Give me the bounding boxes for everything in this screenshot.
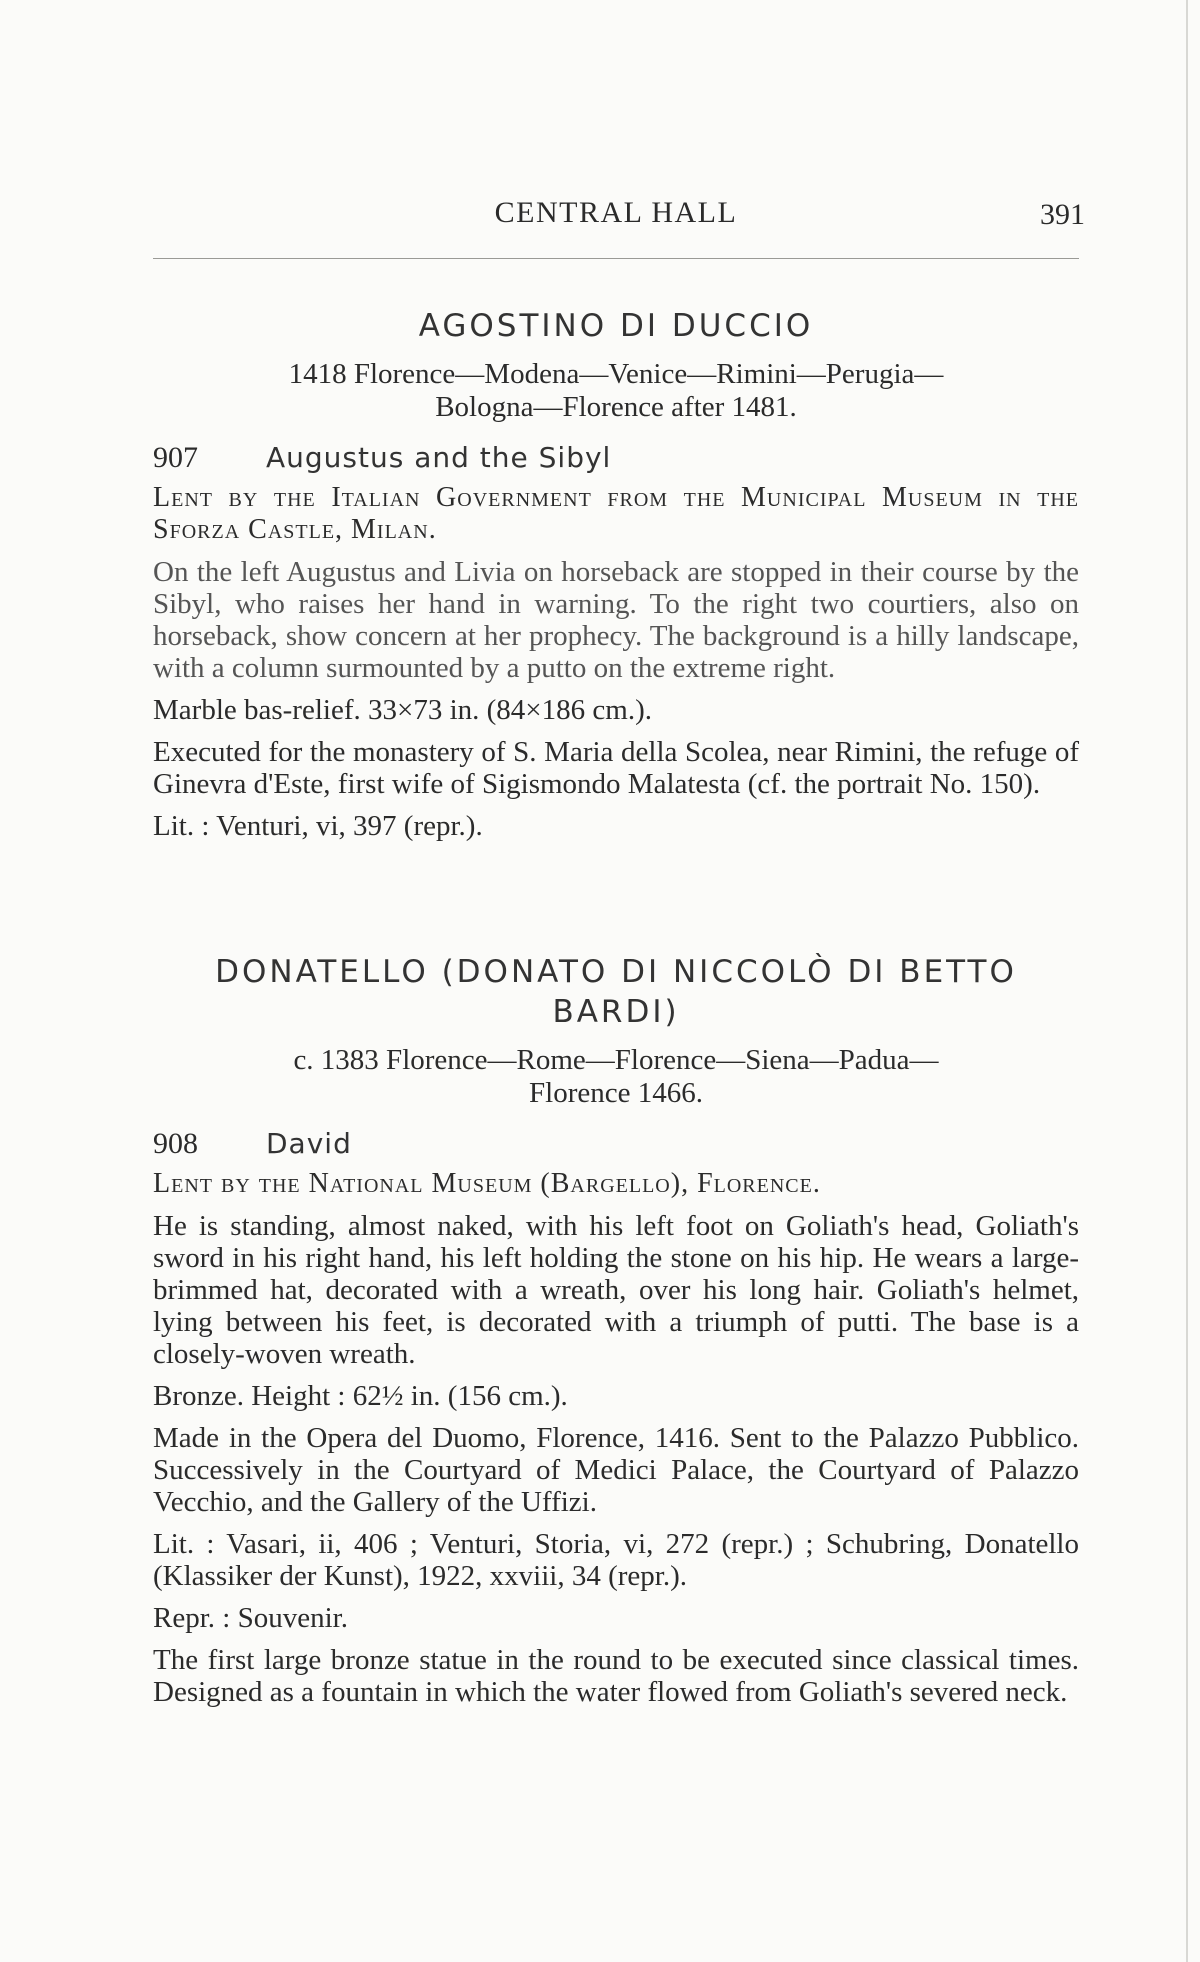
header-rule [153,258,1079,259]
running-head [153,196,1085,236]
dates-line: c. 1383 Florence—Rome—Florence—Siena—Padua— [293,1044,939,1076]
medium-dimensions: Marble bas-relief. 33×73 in. (84×186 cm.). [153,694,652,726]
artist-dates [153,358,1079,424]
artist-name [153,952,1079,1032]
literature: Lit. : Venturi, vi, 397 (repr.). [153,810,483,842]
dates-line: 1418 Florence—Modena—Venice—Rimini—Perugia— [288,358,944,390]
artist-dates [153,1044,1079,1110]
history: Executed for the monastery of S. Maria della Scolea, near Rimini, the refuge of Ginevra d'Este, first wife of Sigismondo Malatesta (cf. the portrait No. 150). [153,736,1079,800]
history: Made in the Opera del Duomo, Florence, 1416. Sent to the Palazzo Pubblico. Successively in the Courtyard of Medici Palace, the Courtyard of Palazzo Vecchio, and the Gallery of the Uffizi. [153,1422,1079,1518]
artist-name: AGOSTINO DI DUCCIO [418,308,814,344]
description: On the left Augustus and Livia on horseback are stopped in their course by the Sibyl, who raises her hand in warning. To the right two courtiers, also on horseback, show concern at her prophecy. The background is a hilly landscape, with a column surmounted by a putto on the extreme right. [153,556,1079,684]
catalogue-number: 907 [153,441,198,474]
catalogue-entry-907 [153,306,1079,842]
work-title: Augustus and the Sibyl [266,441,612,474]
page-edge-shadow [1186,0,1188,1962]
section-title: CENTRAL HALL [494,196,738,229]
medium-dimensions: Bronze. Height : 62½ in. (156 cm.). [153,1380,568,1412]
note: The first large bronze statue in the round to be executed since classical times. Designed as a fountain in which the water flowed from Goliath's severed neck. [153,1644,1079,1708]
literature: Lit. : Vasari, ii, 406 ; Venturi, Storia, vi, 272 (repr.) ; Schubring, Donatello (Klassiker der Kunst), 1922, xxviii, 34 (repr.). [153,1528,1079,1592]
dates-line: Bologna—Florence after 1481. [435,391,797,423]
catalogue-number: 908 [153,1127,198,1160]
lender-line: Lent by the National Museum (Bargello), Florence. [153,1168,821,1199]
lender-line: Lent by the Italian Government from the Municipal Museum in the Sforza Castle, Milan. [153,482,1079,545]
entry-heading [153,1124,1079,1164]
work-title: David [266,1127,352,1160]
artist-name-line: DONATELLO (DONATO DI NICCOLÒ DI BETTO [215,954,1017,990]
description: He is standing, almost naked, with his left foot on Goliath's head, Goliath's sword in his right hand, his left holding the stone on his hip. He wears a large-brimmed hat, decorated with a wreath, over his long hair. Goliath's helmet, lying between his feet, is decorated with a triumph of putti. The base is a closely-woven wreath. [153,1210,1079,1370]
page-number: 391 [1040,198,1085,231]
reproduction: Repr. : Souvenir. [153,1602,348,1634]
catalogue-entry-908 [153,952,1079,1708]
entry-heading [153,438,1079,478]
dates-line: Florence 1466. [529,1077,703,1109]
artist-name-line: BARDI) [552,994,680,1030]
